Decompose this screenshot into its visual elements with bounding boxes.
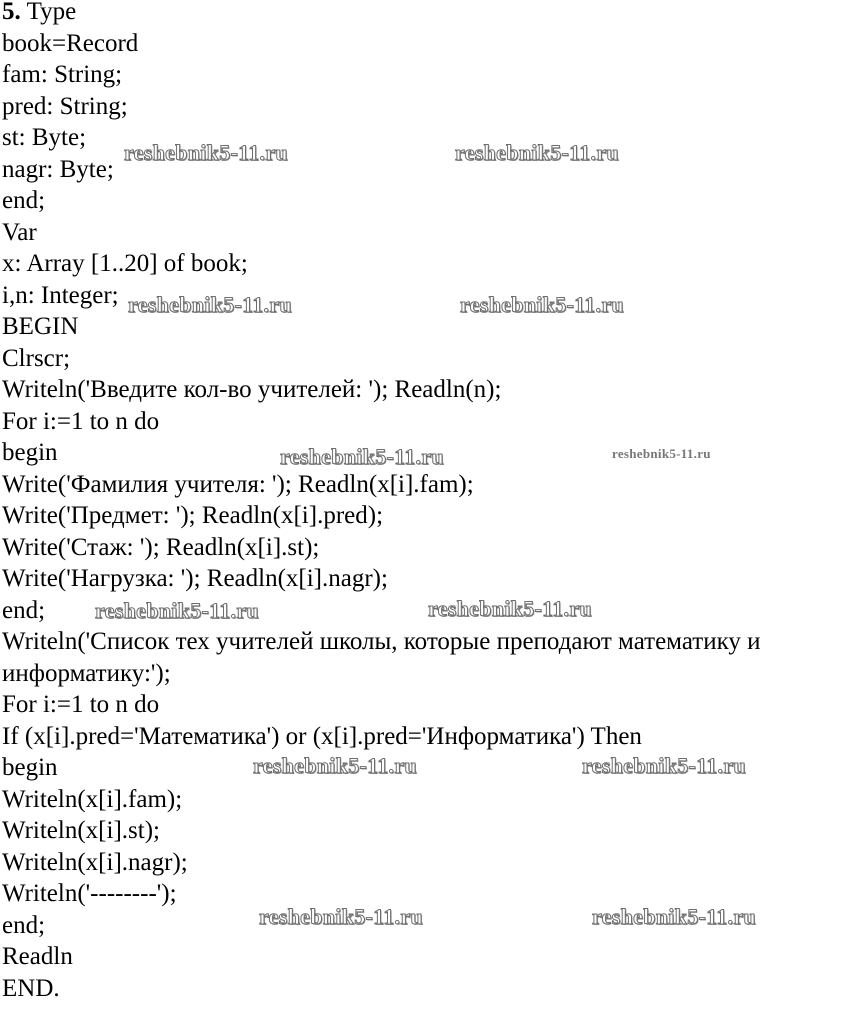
watermark: reshebnik5-11.ru xyxy=(253,753,417,778)
code-line-7: end; xyxy=(2,187,46,214)
code-line-4: pred: String; xyxy=(2,92,128,120)
watermark: reshebnik5-11.ru xyxy=(592,904,756,929)
code-line-15: begin xyxy=(2,439,58,466)
watermark: reshebnik5-11.ru xyxy=(582,753,746,778)
code-line-23: If (x[i].pred='Математика') or (x[i].pred='Информатика') Then xyxy=(2,722,642,750)
code-line-14: For i:=1 to n do xyxy=(2,407,160,435)
watermark: reshebnik5-11.ru xyxy=(259,904,423,929)
code-line-6: nagr: Byte; xyxy=(2,155,114,183)
code-line-21: Writeln('Список тех учителей школы, которые преподают математику и информатику:'); xyxy=(2,628,761,687)
code-line-12: Clrscr; xyxy=(2,344,71,372)
code-line-28: Writeln('--------'); xyxy=(2,880,177,907)
watermark: reshebnik5-11.ru xyxy=(128,292,292,317)
code-line-30: Readln xyxy=(2,943,73,970)
code-line-2: book=Record xyxy=(2,29,139,57)
watermark: reshebnik5-11.ru xyxy=(280,444,444,469)
code-line-25: Writeln(x[i].fam); xyxy=(2,785,183,813)
watermark: reshebnik5-11.ru xyxy=(455,140,619,165)
code-line-19: Write('Нагрузка: '); Readln(x[i].nagr); xyxy=(2,565,388,592)
code-line-31: END. xyxy=(2,974,60,1002)
code-line-3: fam: String; xyxy=(2,61,123,88)
code-line-11: BEGIN xyxy=(2,313,79,340)
code-line-17: Write('Предмет: '); Readln(x[i].pred); xyxy=(2,502,384,529)
code-line-18: Write('Стаж: '); Readln(x[i].st); xyxy=(2,533,320,561)
watermark: reshebnik5-11.ru xyxy=(460,292,624,317)
problem-number: 5. xyxy=(2,0,21,25)
code-line-8: Var xyxy=(2,218,37,246)
code-line-5: st: Byte; xyxy=(2,124,87,151)
watermark: reshebnik5-11.ru xyxy=(612,446,711,461)
code-line-26: Writeln(x[i].st); xyxy=(2,817,160,844)
watermark: reshebnik5-11.ru xyxy=(428,596,592,621)
code-line-27: Writeln(x[i].nagr); xyxy=(2,848,188,876)
code-line-20: end; xyxy=(2,596,46,624)
code-line-1 xyxy=(2,0,837,28)
code-line-22: For i:=1 to n do xyxy=(2,691,160,718)
watermark: reshebnik5-11.ru xyxy=(124,140,288,165)
code-line-16: Write('Фамилия учителя: '); Readln(x[i].fam); xyxy=(2,470,474,498)
code-line-29: end; xyxy=(2,911,46,939)
watermark: reshebnik5-11.ru xyxy=(95,598,259,623)
code-line-13: Writeln('Введите кол-во учителей: '); Readln(n); xyxy=(2,376,502,403)
code-line-24: begin xyxy=(2,754,58,781)
code-line-10: i,n: Integer; xyxy=(2,281,119,309)
code-text: Type xyxy=(26,0,77,25)
code-line-9: x: Array [1..20] of book; xyxy=(2,250,248,277)
